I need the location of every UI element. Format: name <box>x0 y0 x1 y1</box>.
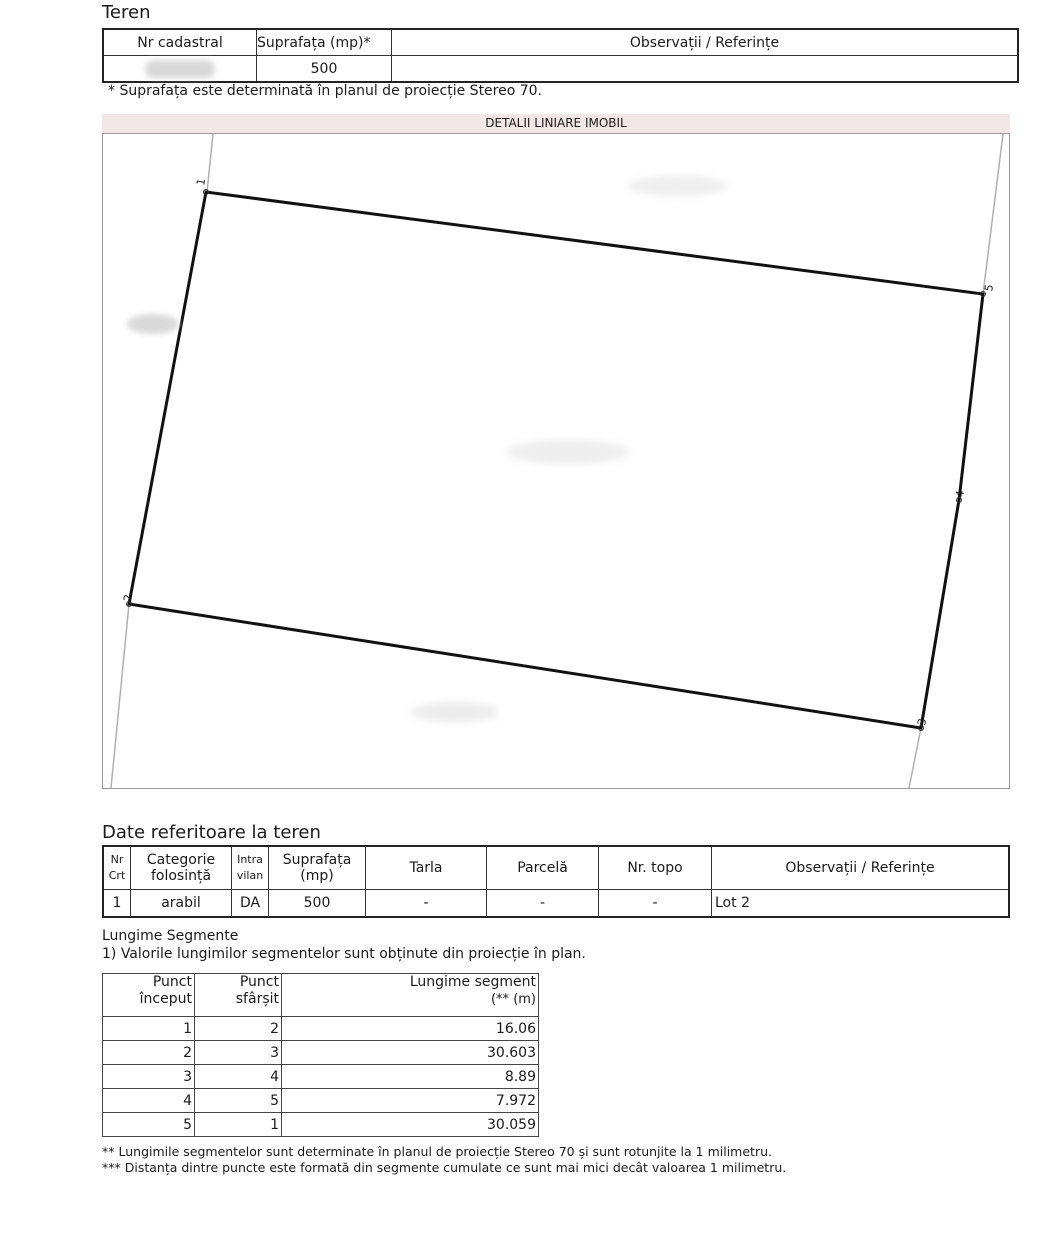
segments-title: Lungime Segmente <box>102 928 239 944</box>
neighbor-line-top-right <box>983 134 1003 294</box>
cell-end: 5 <box>195 1089 282 1113</box>
teren-note: * Suprafața este determinată în planul de proiecție Stereo 70. <box>108 83 543 99</box>
header-observatii: Observații / Referințe <box>712 846 1010 890</box>
table-row <box>103 1065 539 1089</box>
cell-suprafata: 500 <box>269 890 366 918</box>
cell-parcela: - <box>487 890 599 918</box>
segments-table <box>102 973 539 1137</box>
redacted-mark-top <box>628 176 728 196</box>
neighbor-line-top-left <box>207 134 213 192</box>
teren-table <box>102 28 1019 83</box>
header-suprafata-mp <box>269 846 366 890</box>
cell-suprafata: 500 <box>257 56 392 83</box>
cell-end: 1 <box>195 1113 282 1137</box>
cell-start: 3 <box>103 1065 195 1089</box>
header-nr-crt <box>103 846 131 890</box>
header-tarla: Tarla <box>366 846 487 890</box>
header-mp: (mp) <box>300 868 334 884</box>
cell-start: 2 <box>103 1041 195 1065</box>
header-crt: Crt <box>108 869 126 882</box>
cell-start: 5 <box>103 1113 195 1137</box>
header-punct-sfarsit <box>195 974 282 1017</box>
cell-nr-topo: - <box>599 890 712 918</box>
redacted-mark-left <box>127 314 179 334</box>
table-row <box>103 1113 539 1137</box>
cell-observatii <box>392 56 1019 83</box>
neighbor-line-bottom-right <box>909 728 921 788</box>
date-title: Date referitoare la teren <box>102 822 321 843</box>
cell-tarla: - <box>366 890 487 918</box>
cell-length: 30.059 <box>282 1113 539 1137</box>
parcel-plan <box>103 134 1009 788</box>
header-lungime-segment <box>282 974 539 1017</box>
point-label-4: 4 <box>953 489 968 499</box>
point-label-3: 3 <box>915 717 930 727</box>
redacted-mark-bottom <box>411 702 499 722</box>
header-punct-inceput <box>103 974 195 1017</box>
cell-intravilan: DA <box>232 890 269 918</box>
footnote-distance: *** Distanța dintre puncte este formată din segmente cumulate ce sunt mai mici decât valoarea 1 milimetru. <box>102 1160 787 1175</box>
header-intra: Intra <box>237 853 263 866</box>
point-label-2: 2 <box>121 593 136 603</box>
cell-observatii: Lot 2 <box>712 890 1010 918</box>
redacted-mark-center <box>506 440 630 464</box>
cell-end: 3 <box>195 1041 282 1065</box>
cell-end: 4 <box>195 1065 282 1089</box>
detail-title: DETALII LINIARE IMOBIL <box>102 114 1010 133</box>
header-observatii: Observații / Referințe <box>392 29 1019 56</box>
header-nr-topo: Nr. topo <box>599 846 712 890</box>
teren-title: Teren <box>102 2 151 23</box>
neighbor-line-bottom-left <box>111 604 129 788</box>
cell-length: 16.06 <box>282 1017 539 1041</box>
table-row <box>103 1017 539 1041</box>
cell-length: 8.89 <box>282 1065 539 1089</box>
point-label-5: 5 <box>982 283 997 293</box>
date-table <box>102 845 1010 918</box>
cell-length: 7.972 <box>282 1089 539 1113</box>
header-length-2: (** (m) <box>490 992 536 1007</box>
header-vilan: vilan <box>236 869 264 882</box>
segments-subtitle: 1) Valorile lungimilor segmentelor sunt obținute din proiecție în plan. <box>102 946 586 962</box>
header-length-1: Lungime segment <box>409 974 536 990</box>
header-start-2: început <box>139 991 192 1007</box>
table-row <box>103 1089 539 1113</box>
header-nr: Nr <box>110 853 124 866</box>
header-intravilan <box>232 846 269 890</box>
cell-end: 2 <box>195 1017 282 1041</box>
table-row <box>103 1041 539 1065</box>
header-folosinta: folosință <box>150 868 212 884</box>
cell-nr: 1 <box>103 890 131 918</box>
header-categorie: Categorie <box>146 852 216 868</box>
footnote-rounding: ** Lungimile segmentelor sunt determinate în planul de proiecție Stereo 70 și sunt rotunjite la 1 milimetru. <box>102 1144 772 1159</box>
header-end-2: sfârșit <box>235 991 279 1007</box>
header-nr-cadastral: Nr cadastral <box>103 29 257 56</box>
header-suprafata: Suprafața <box>282 852 352 868</box>
cell-start: 1 <box>103 1017 195 1041</box>
point-label-1: 1 <box>194 177 209 187</box>
header-parcela: Parcelă <box>487 846 599 890</box>
cell-start: 4 <box>103 1089 195 1113</box>
header-categorie-folosinta <box>131 846 232 890</box>
cell-nr-cadastral <box>103 56 257 83</box>
cell-categorie: arabil <box>131 890 232 918</box>
cell-length: 30.603 <box>282 1041 539 1065</box>
header-suprafata: Suprafața (mp)* <box>257 29 392 56</box>
detail-drawing <box>102 133 1010 789</box>
header-start-1: Punct <box>152 974 192 990</box>
header-end-1: Punct <box>239 974 279 990</box>
redacted-mark <box>145 60 215 78</box>
